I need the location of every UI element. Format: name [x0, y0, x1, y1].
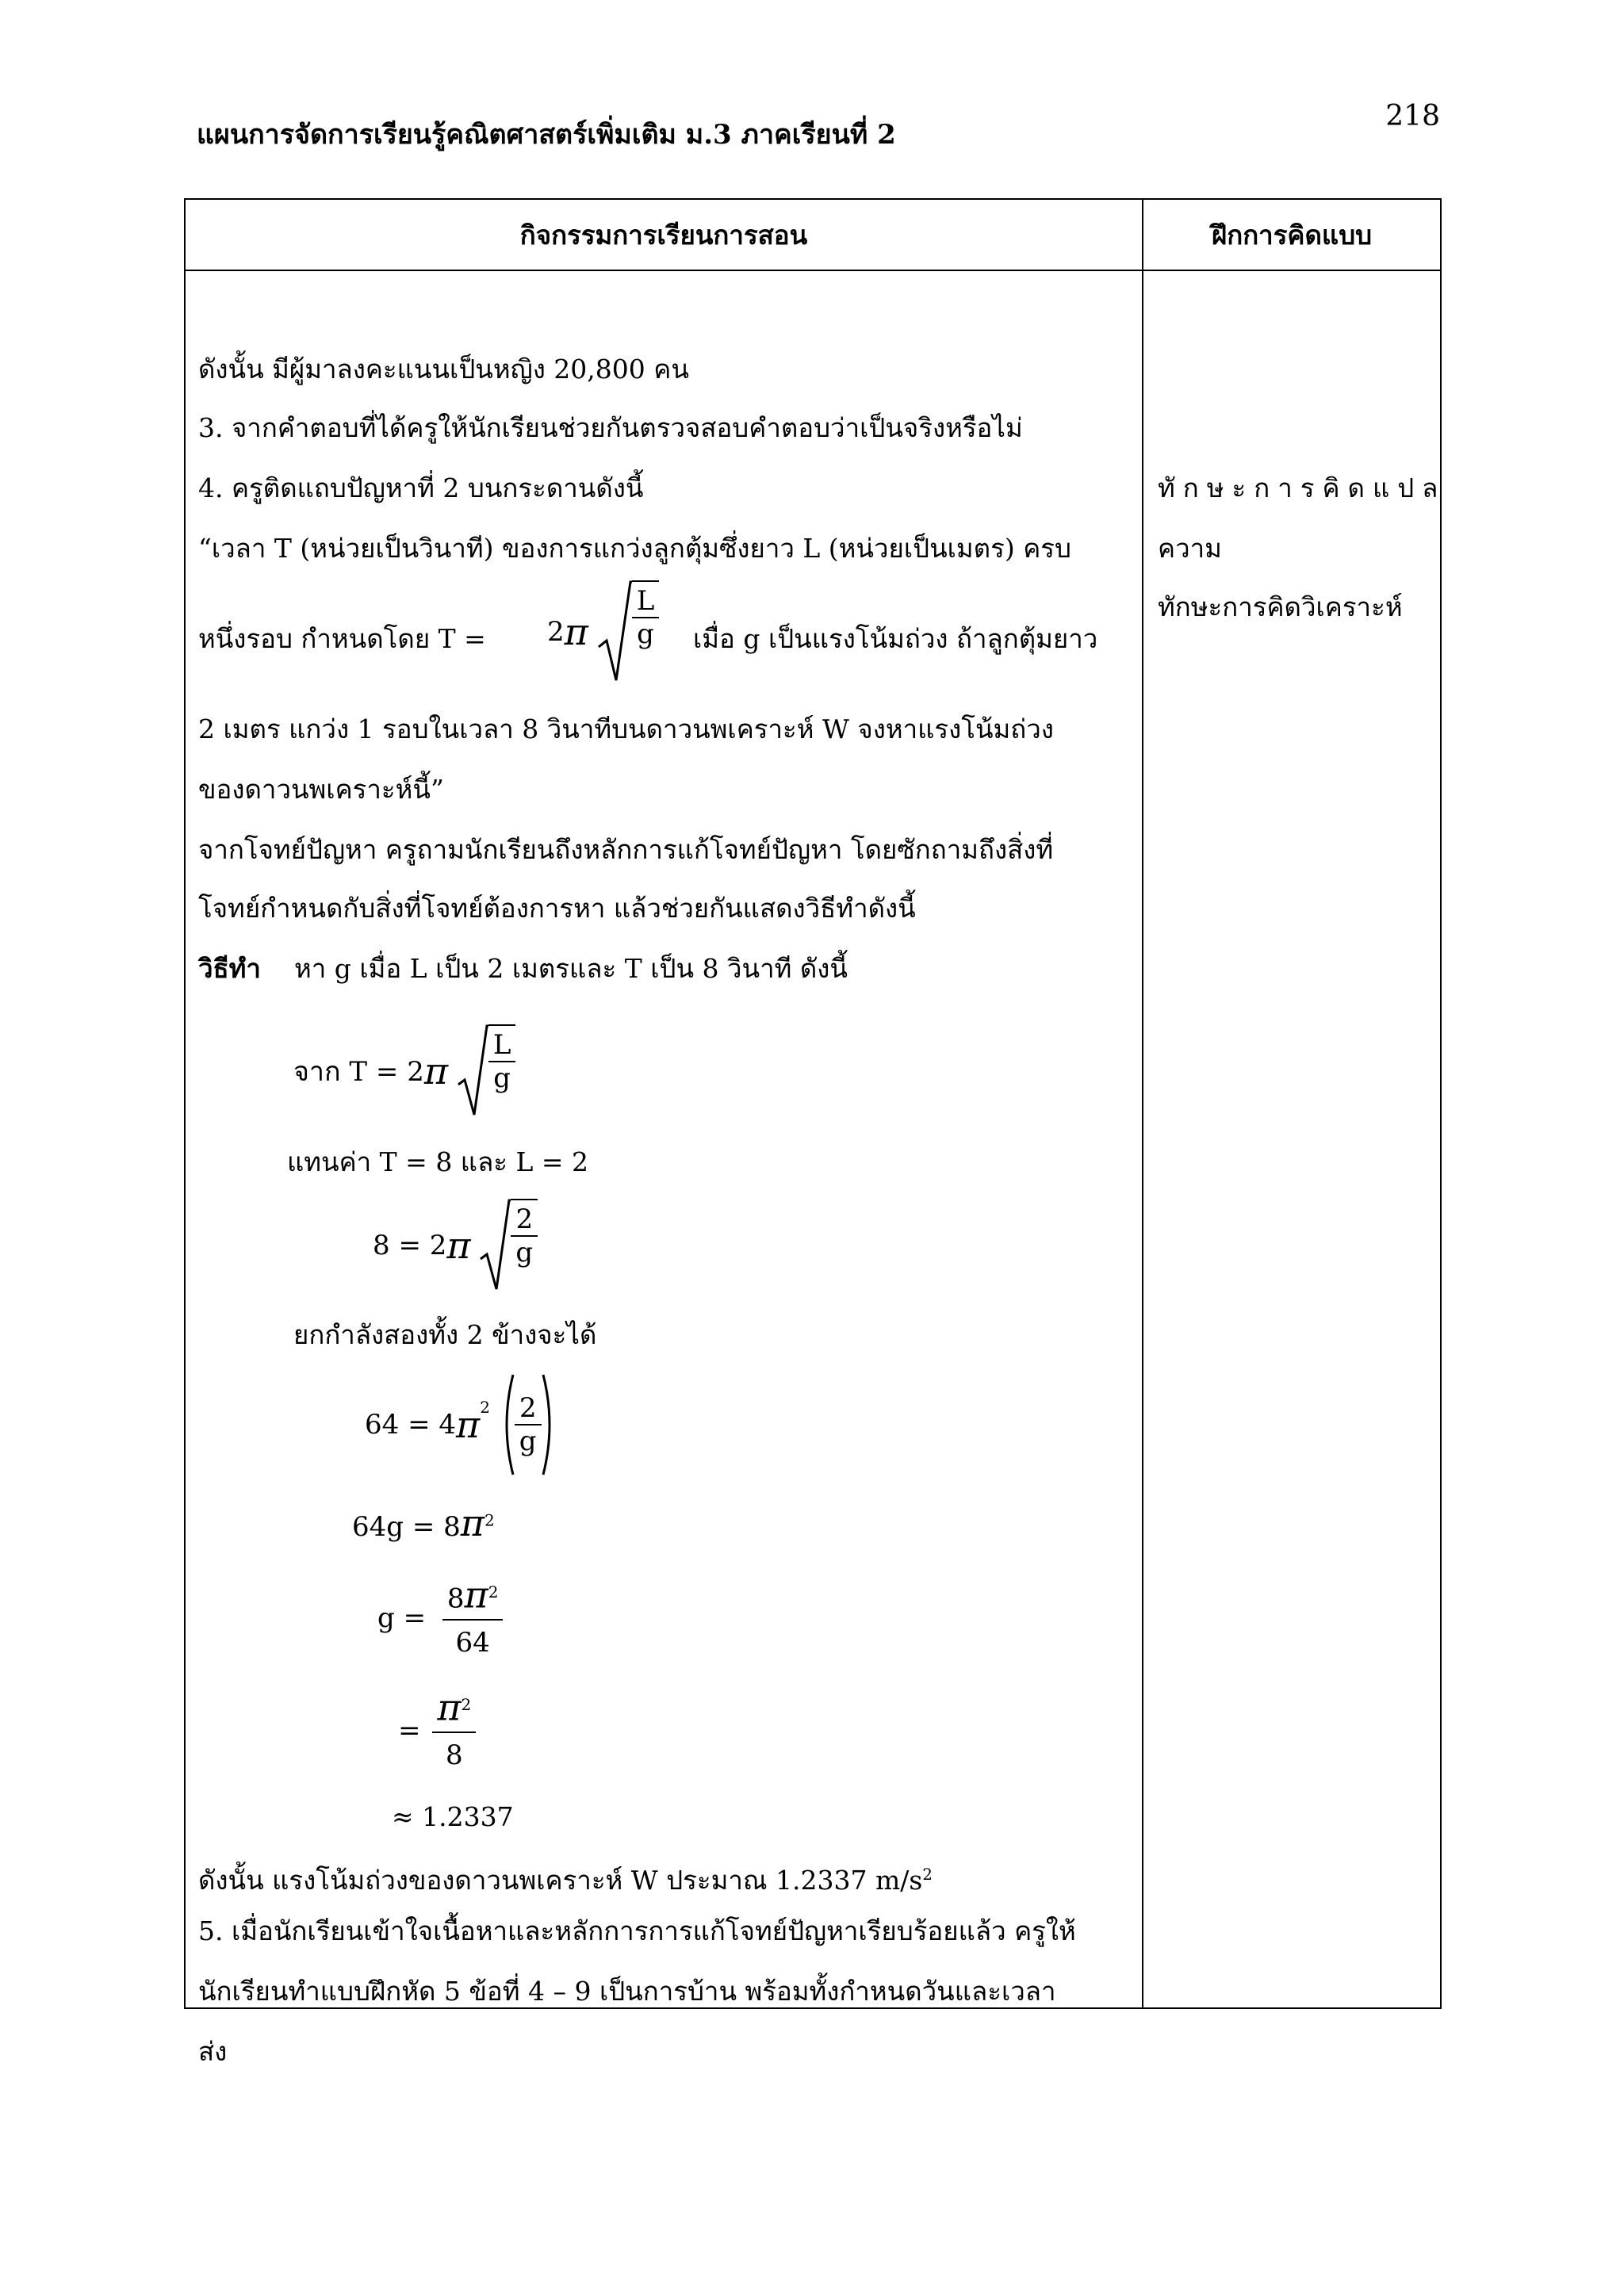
step-3-equation: 8 = 2π $\frac{2}{g}$: [373, 1199, 538, 1292]
period-formula: 2π $\frac{L}{g}$: [547, 580, 659, 683]
skill-item: ทักษะการคิดวิเคราะห์: [1158, 591, 1403, 622]
skill-item: ทักษะการคิดแปล: [1158, 473, 1446, 503]
step-6-equation: $64g = 8\pi^2$: [352, 1502, 495, 1544]
text-line: เมื่อ g เป็นแรงโน้มถ่วง ถ้าลูกตุ้มยาว: [693, 623, 1098, 654]
step-4-text: ยกกำลังสองทั้ง 2 ข้างจะได้: [293, 1319, 597, 1350]
step-7-equation: g = $\frac{8\pi^2}{64}$: [377, 1571, 503, 1665]
skill-item: ความ: [1158, 533, 1222, 564]
step-1-equation: จาก T = 2π $\frac{L}{g}$: [293, 1024, 515, 1118]
text-line: หนึ่งรอบ กำหนดโดย T =: [198, 623, 486, 654]
solution-line: วิธีทำ หา g เมื่อ L เป็น 2 เมตรและ T เป็น 8 วินาที ดังนี้: [198, 953, 848, 984]
page-number: 218: [1385, 100, 1440, 132]
text-line: จากโจทย์ปัญหา ครูถามนักเรียนถึงหลักการแก้โจทย์ปัญหา โดยซักถามถึงสิ่งที่: [198, 834, 1054, 865]
text-line: โจทย์กำหนดกับสิ่งที่โจทย์ต้องการหา แล้วช่วยกันแสดงวิธีทำดังนี้: [198, 893, 916, 924]
text-line: ของดาวนพเคราะห์นี้”: [198, 774, 444, 805]
step-9-result: ≈ 1.2337: [392, 1801, 514, 1832]
column-header-activities: กิจกรรมการเรียนการสอน: [185, 199, 1143, 270]
text-line: 4. ครูติดแถบปัญหาที่ 2 บนกระดานดังนี้: [198, 473, 644, 503]
step-5-equation: $64 = 4\pi^2$ $\frac{2}{g}$: [365, 1373, 557, 1476]
text-line: 3. จากคำตอบที่ได้ครูให้นักเรียนช่วยกันตรวจสอบคำตอบว่าเป็นจริงหรือไม่: [198, 412, 1023, 443]
activities-cell: [185, 270, 1143, 2067]
page-header-title: แผนการจัดการเรียนรู้คณิตศาสตร์เพิ่มเติม ม.3 ภาคเรียนที่ 2: [197, 119, 896, 151]
text-line: ส่ง: [198, 2036, 228, 2067]
text-line: นักเรียนทำแบบฝึกหัด 5 ข้อที่ 4 – 9 เป็นการบ้าน พร้อมทั้งกำหนดวันและเวลา: [198, 1976, 1056, 2007]
text-line: 5. เมื่อนักเรียนเข้าใจเนื้อหาและหลักการการแก้โจทย์ปัญหาเรียบร้อยแล้ว ครูให้: [198, 1915, 1076, 1946]
thinking-skills-cell: [1143, 270, 1446, 2008]
conclusion-line: ดังนั้น แรงโน้มถ่วงของดาวนพเคราะห์ W ประมาณ 1.2337 $m/s^2$: [198, 1865, 933, 1896]
text-line: “เวลา T (หน่วยเป็นวินาที) ของการแกว่งลูกตุ้มซึ่งยาว L (หน่วยเป็นเมตร) ครบ: [198, 533, 1071, 564]
lesson-plan-table: [184, 198, 1446, 2067]
text-line: 2 เมตร แกว่ง 1 รอบในเวลา 8 วินาทีบนดาวนพเคราะห์ W จงหาแรงโน้มถ่วง: [198, 714, 1054, 744]
step-2-text: แทนค่า T = 8 และ L = 2: [287, 1146, 589, 1177]
text-line: ดังนั้น มีผู้มาลงคะแนนเป็นหญิง 20,800 คน: [198, 354, 689, 385]
column-header-thinking-skills: ฝึกการคิดแบบ: [1143, 199, 1441, 270]
step-8-equation: = $\frac{\pi^2}{8}$: [398, 1684, 476, 1777]
